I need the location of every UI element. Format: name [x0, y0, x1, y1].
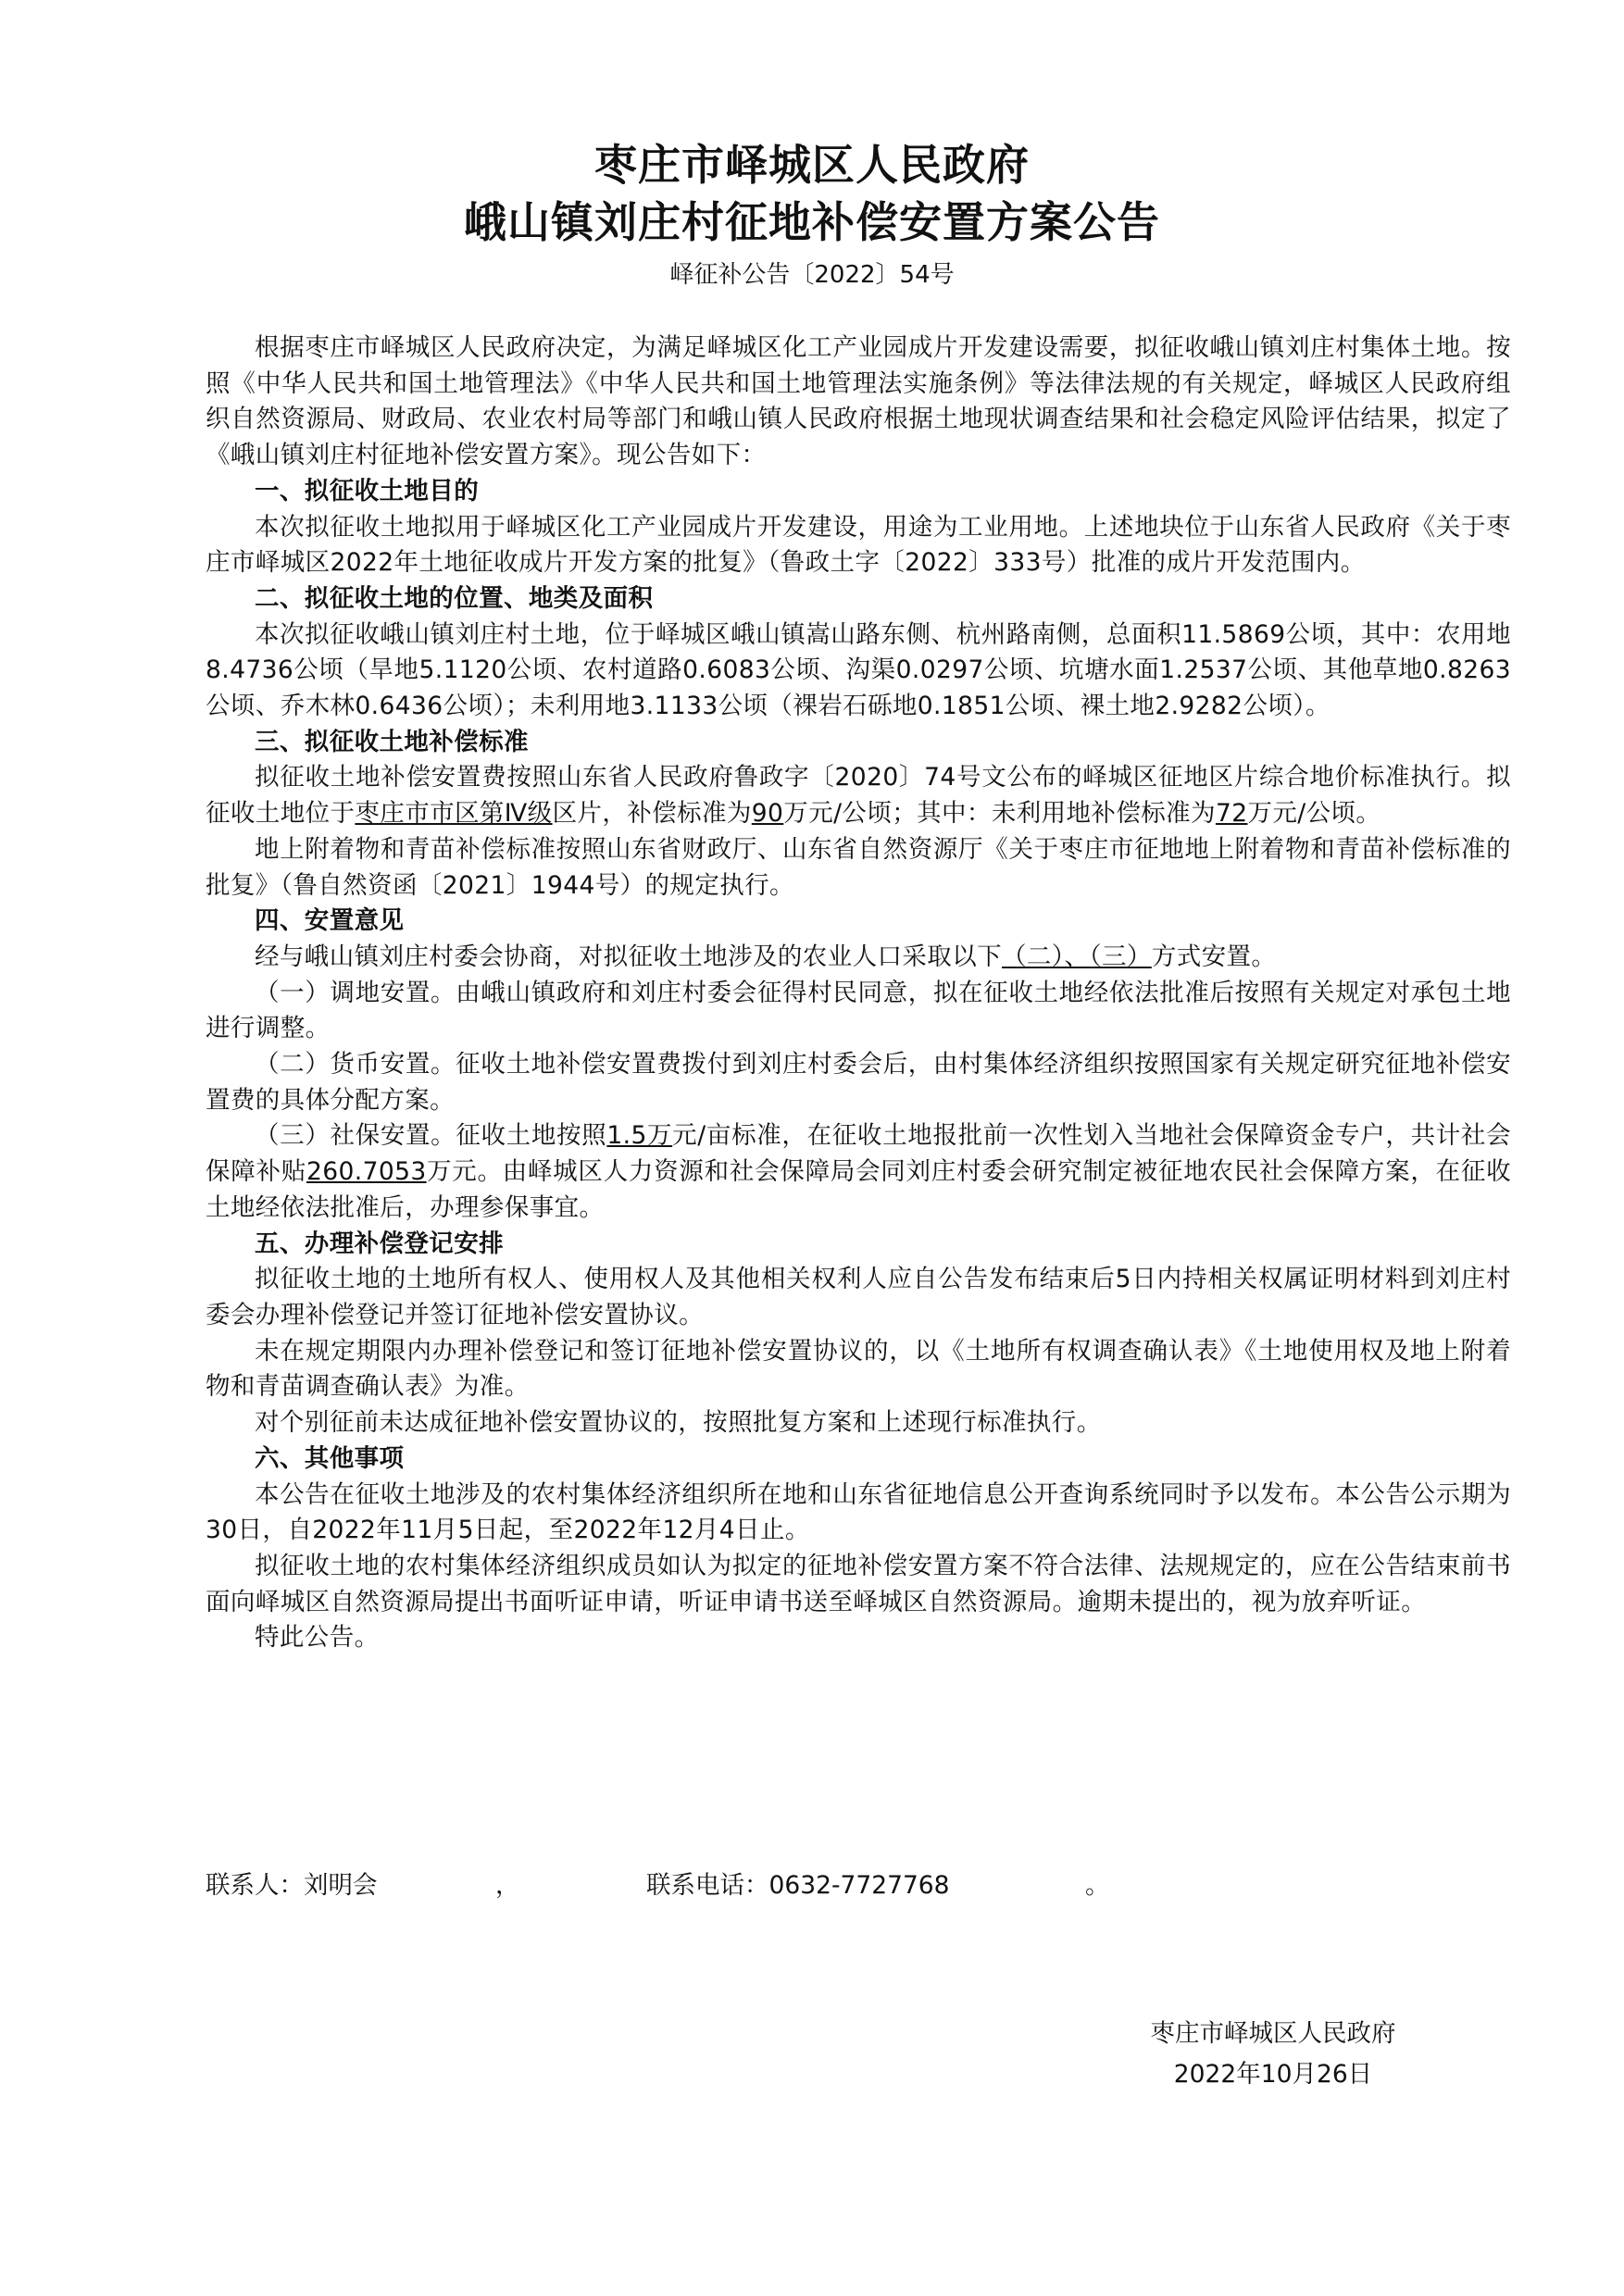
unused-land-standard: 72: [1215, 799, 1248, 829]
section-heading-4: 四、安置意见: [255, 906, 405, 936]
social-security-total: 260.7053: [306, 1157, 427, 1187]
section-heading-6: 六、其他事项: [255, 1443, 405, 1473]
compensation-standard: 90: [751, 799, 784, 829]
s4-text-b: 方式安置。: [1151, 942, 1277, 971]
s3-text-a: 拟征收土地补偿安置费按照山东省人民政府鲁政字〔2020〕74号文公布的峄城区征地区片综合地价标准执行。拟征收土地位于: [206, 763, 1511, 829]
section-heading-2: 二、拟征收土地的位置、地类及面积: [255, 583, 654, 613]
contact-person: 联系人：刘明会: [206, 1871, 378, 1900]
section-5-paragraph-3: 对个别征前未达成征地补偿安置协议的，按照批复方案和上述现行标准执行。: [255, 1408, 1102, 1438]
section-2-paragraph: 本次拟征收峨山镇刘庄村土地，位于峄城区峨山镇嵩山路东侧、杭州路南侧，总面积11.5869公顷，其中：农用地8.4736公顷（旱地5.1120公顷、农村道路0.6083公顷、沟渠0.0297公顷、坑塘水面1.2537公顷、其他草地0.8263公顷、乔木林0.6436公顷）；未利用地3.1133公顷（裸岩石砾地0.1851公顷、裸土地2.9282公顷）。: [206, 619, 1511, 721]
document-number: 峄征补公告〔2022〕54号: [669, 261, 955, 289]
section-4-paragraph-1: [206, 940, 1511, 976]
contact-period: 。: [1085, 1871, 1110, 1900]
s4-text-a: 经与峨山镇刘庄村委会协商，对拟征收土地涉及的农业人口采取以下: [255, 942, 1002, 971]
section-5-paragraph-2: 未在规定期限内办理补偿登记和签订征地补偿安置协议的，以《土地所有权调查确认表》《土地使用权及地上附着物和青苗调查确认表》为准。: [206, 1336, 1511, 1402]
s4p4-text-b: 元/亩标准，在征收土地报批前一次性划入当地社会保障资金专户，共计社会保障补贴: [206, 1121, 1511, 1187]
s4p4-text-a: （三）社保安置。征收土地按照: [255, 1121, 607, 1151]
section-3-paragraph-1: [206, 760, 1511, 831]
section-3-paragraph-2: 地上附着物和青苗补偿标准按照山东省财政厅、山东省自然资源厅《关于枣庄市征地地上附着物和青苗补偿标准的批复》（鲁自然资函〔2021〕1944号）的规定执行。: [206, 834, 1511, 900]
signature-date: 2022年10月26日: [1173, 2060, 1373, 2089]
intro-paragraph: 根据枣庄市峄城区人民政府决定，为满足峄城区化工产业园成片开发建设需要，拟征收峨山镇刘庄村集体土地。按照《中华人民共和国土地管理法》《中华人民共和国土地管理法实施条例》等法律法规的有关规定，峄城区人民政府组织自然资源局、财政局、农业农村局等部门和峨山镇人民政府根据土地现状调查结果和社会稳定风险评估结果，拟定了《峨山镇刘庄村征地补偿安置方案》。现公告如下：: [206, 333, 1511, 470]
section-4-paragraph-3: （二）货币安置。征收土地补偿安置费拨付到刘庄村委会后，由村集体经济组织按照国家有关规定研究征地补偿安置费的具体分配方案。: [206, 1050, 1511, 1115]
section-heading-1: 一、拟征收土地目的: [255, 476, 480, 505]
section-5-paragraph-1: 拟征收土地的土地所有权人、使用权人及其他相关权利人应自公告发布结束后5日内持相关权属证明材料到刘庄村委会办理补偿登记并签订征地补偿安置协议。: [206, 1265, 1511, 1329]
zone-level: 枣庄市市区第Ⅳ级: [355, 799, 553, 829]
social-security-rate: 1.5万: [606, 1121, 673, 1151]
section-6-paragraph-1: 本公告在征收土地涉及的农村集体经济组织所在地和山东省征地信息公开查询系统同时予以发布。本公告公示期为30日，自2022年11月5日起，至2022年12月4日止。: [206, 1479, 1511, 1545]
signature-org: 枣庄市峄城区人民政府: [1150, 2019, 1396, 2048]
section-heading-5: 五、办理补偿登记安排: [255, 1229, 504, 1258]
s3-text-b: 区片，补偿标准为: [552, 799, 752, 829]
closing-statement: 特此公告。: [255, 1623, 380, 1653]
section-4-paragraph-4: [206, 1118, 1511, 1226]
s4p4-text-c: 万元。由峄城区人力资源和社会保障局会同刘庄村委会研究制定被征地农民社会保障方案，在征收土地经依法批准后，办理参保事宜。: [206, 1157, 1511, 1222]
document-title-line1: 枣庄市峄城区人民政府: [594, 140, 1030, 190]
document-title-line2: 峨山镇刘庄村征地补偿安置方案公告: [464, 197, 1160, 247]
s3-text-d: 万元/公顷。: [1247, 799, 1381, 829]
section-6-paragraph-2: 拟征收土地的农村集体经济组织成员如认为拟定的征地补偿安置方案不符合法律、法规规定的，应在公告结束前书面向峄城区自然资源局提出书面听证申请，听证申请书送至峄城区自然资源局。逾期未提出的，视为放弃听证。: [206, 1551, 1511, 1616]
contact-comma: ，: [495, 1871, 520, 1900]
s3-text-c: 万元/公顷；其中：未利用地补偿标准为: [783, 799, 1216, 829]
section-heading-3: 三、拟征收土地补偿标准: [255, 727, 529, 756]
resettlement-methods: （二）、（三）: [1002, 942, 1152, 971]
document-body: [206, 331, 1511, 1656]
section-4-paragraph-2: （一）调地安置。由峨山镇政府和刘庄村委会征得村民同意，拟在征收土地经依法批准后按照有关规定对承包土地进行调整。: [206, 978, 1511, 1043]
section-1-paragraph: 本次拟征收土地拟用于峄城区化工产业园成片开发建设，用途为工业用地。上述地块位于山东省人民政府《关于枣庄市峄城区2022年土地征收成片开发方案的批复》（鲁政土字〔2022〕333号）批准的成片开发范围内。: [206, 512, 1511, 578]
contact-phone: 联系电话：0632-7727768: [646, 1871, 950, 1900]
